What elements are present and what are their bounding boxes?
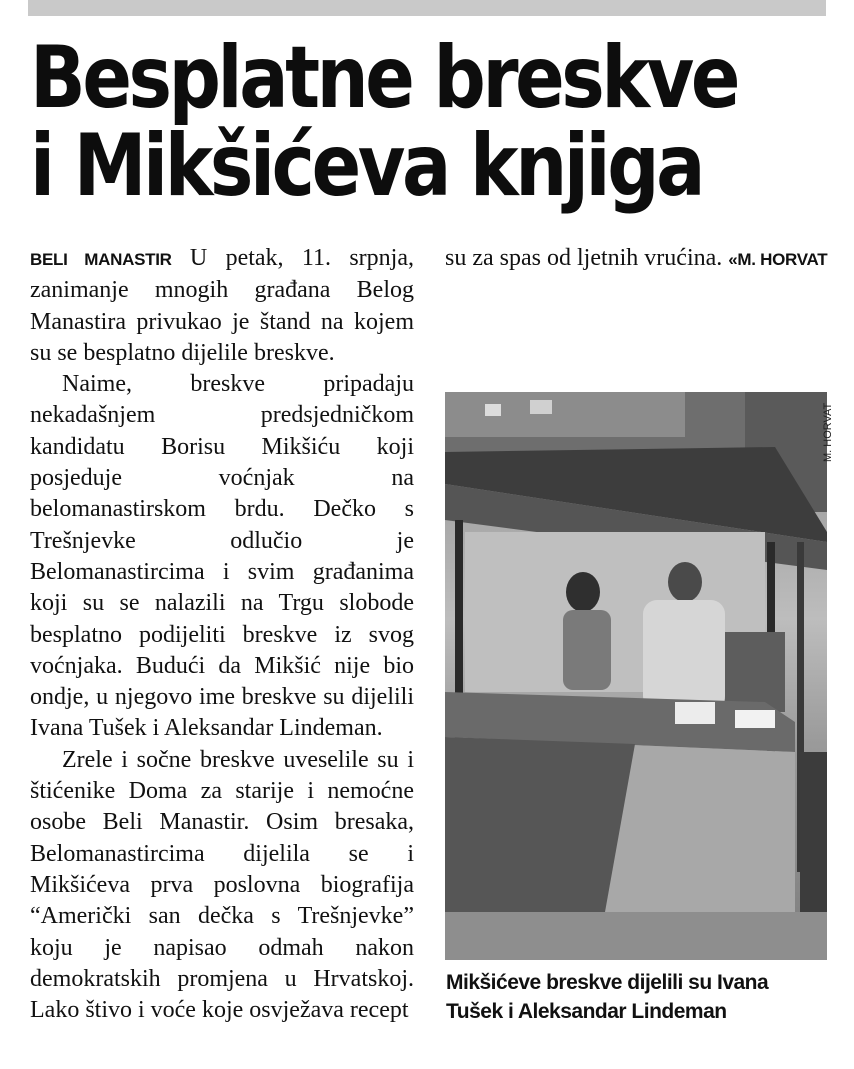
photo-illustration	[445, 392, 827, 960]
paragraph-3-continued	[445, 243, 830, 275]
article-column-left	[30, 243, 414, 1026]
dateline: BELI MANASTIR	[30, 250, 172, 269]
headline-line-2: i Mikšićeva knjiga	[30, 116, 703, 216]
photo-credit: M. HORVAT	[822, 402, 834, 462]
photo	[445, 392, 827, 960]
paragraph-3-text: Zrele i sočne breskve uveselile su i štićenike Doma za starije i nemoćne osobe Beli Manastir. Osim bresaka, Belomanastircima dijelila se i Mikšićeva prva poslovna biografija “Američki san dečka s Trešnjevke” koju je napisao odmah nakon demokratskih promjena u Hrvatskoj. Lako štivo i voće koje osvježava recept	[30, 746, 414, 1024]
headline-line-1: Besplatne breskve	[30, 28, 738, 128]
article-column-right	[445, 243, 830, 275]
top-bar	[28, 0, 826, 16]
byline: «M. HORVAT	[728, 250, 828, 269]
photo-caption: Mikšićeve breskve dijelili su Ivana Tušek i Aleksandar Lindeman	[446, 971, 769, 1023]
lead-text: U petak, 11. srpnja, zanimanje mnogih građana Belog Manastira privukao je štand na kojem su se besplatno dijelile breskve.	[30, 245, 414, 366]
headline	[30, 28, 738, 216]
paragraph-3-continued-text: su za spas od ljetnih vrućina.	[445, 245, 723, 271]
paragraph-3	[30, 745, 414, 1027]
paragraph-2: Naime, breskve pripadaju nekadašnjem predsjedničkom kandidatu Borisu Mikšiću koji posjeduje voćnjak na belomanastirskom brdu. Dečko s Trešnjevke odlučio je Belomanastircima i svim građanima koji su se nalazili na Trgu slobode besplatno podijeliti breskve iz svog voćnjaka. Budući da Mikšić nije bio ondje, u njegovo ime breskve su dijelili Ivana Tušek i Aleksandar Lindeman.	[30, 371, 414, 742]
lead-paragraph	[30, 243, 414, 369]
